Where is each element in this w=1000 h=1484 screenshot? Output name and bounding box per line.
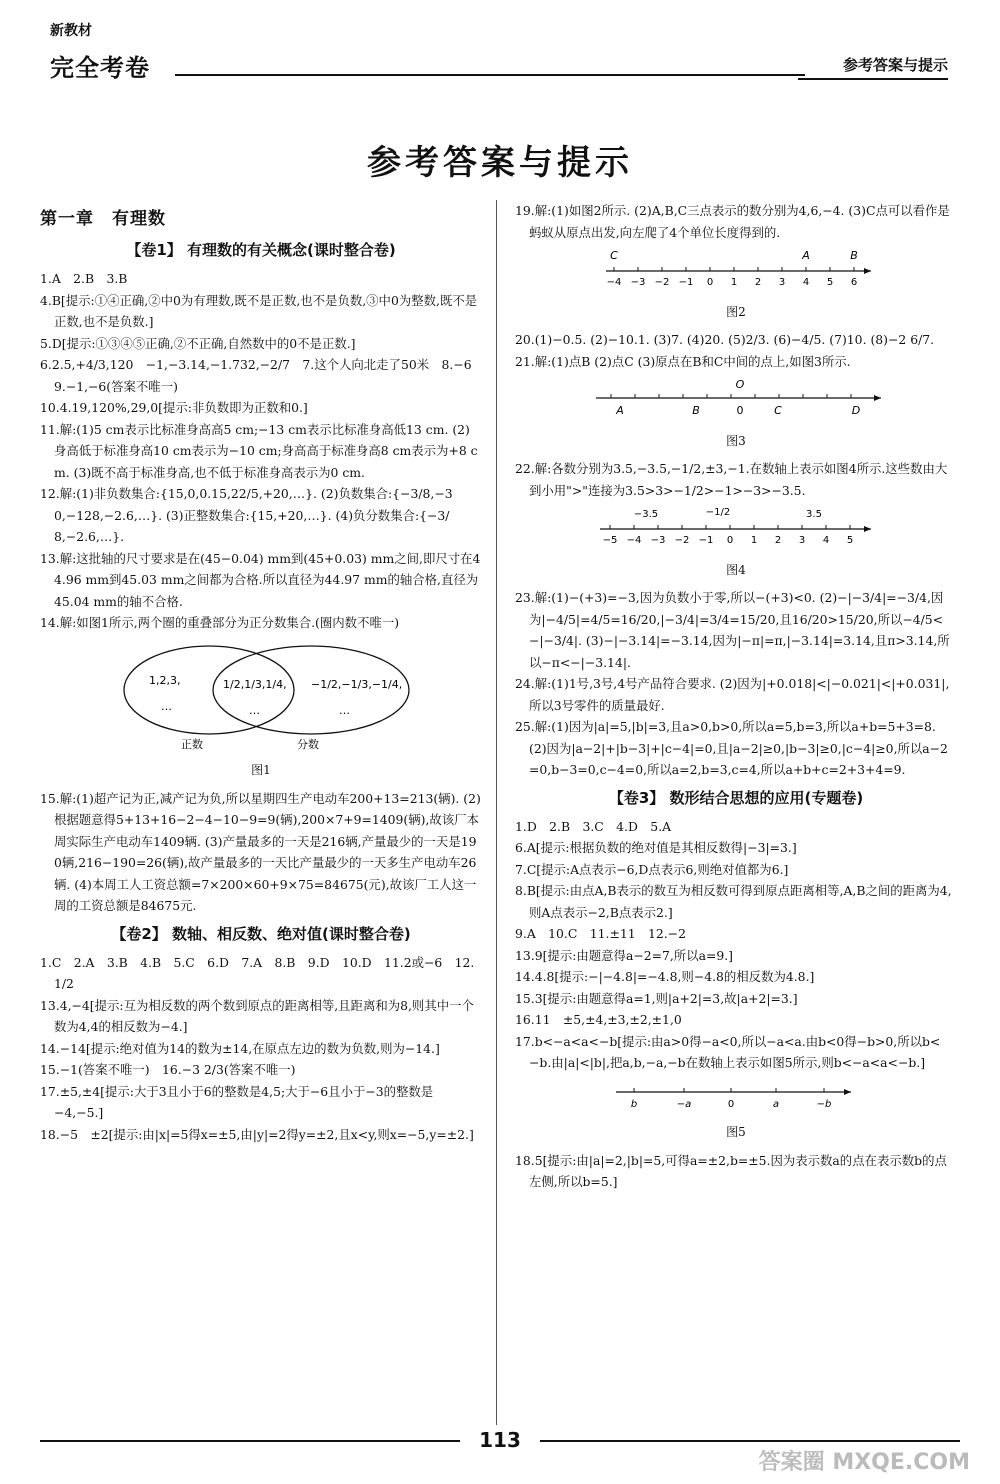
point-label-origin: O [735,378,745,391]
answer-line: 18.−5 ±2[提示:由|x|=5得x=±5,由|y|=2得y=±2,且x<y,则x=−5,y=±2.] [40,1126,474,1142]
point-label: 0 [727,1098,735,1110]
page-number: 113 [470,1428,530,1452]
tick-label: −3 [650,535,666,546]
point-label-neg-3.5: −3.5 [633,509,659,520]
answer-line: 13.解:这批轴的尺寸要求是在(45−0.04) mm到(45+0.03) mm之间,即尺寸在44.96 mm到45.03 mm之间都为合格.所以直径为44.97 mm的轴合格,直径为45.04 mm的轴不合格. [40,550,481,609]
figure-5-caption: 图5 [726,1125,746,1139]
chapter-heading: 第一章 有理数 [40,209,166,229]
mid-set-dots: … [249,703,260,717]
tick-label: 0 [706,277,714,288]
tick-label: 0 [726,535,734,546]
figure-3 [515,376,957,427]
tick-label: −4 [606,277,622,288]
axis-arrow [864,268,871,274]
point-label: C [774,404,782,417]
tick-label: 6 [850,277,858,288]
answer-line: 7.C[提示:A点表示−6,D点表示6,则绝对值都为6.] [515,861,789,877]
section-heading-3: 【卷3】 数形结合思想的应用(专题卷) [608,788,864,807]
figure-2 [515,247,957,298]
answer-line: 23.解:(1)−(+3)=−3,因为负数小于零,所以−(+3)<0. (2)−|−3/4|=−3/4,因为|−4/5|=4/5=16/20,|−3/4|=3/4=15/20,且16/20>15/20,所以−4/5<−|−3/4|. (3)−|−3.14|=−3.14,因为|−π|=π,|−3.14|=3.14,且π>3.14,所以−π<−|−3.14|. [515,590,950,670]
page-title: 参考答案与提示 [367,143,633,183]
tick-label: −5 [602,535,618,546]
right-set-dots: … [339,703,350,717]
axis-arrow [864,526,871,532]
origin-zero: 0 [736,404,744,417]
tick-label: −3 [630,277,646,288]
answer-line: 15.解:(1)超产记为正,减产记为负,所以星期四生产电动车200+13=213(辆). (2)根据题意得5+13+16−2−4−10−9=9(辆),200×7+9=1409(辆),故该厂本周实际生产电动车1409辆. (3)产量最多的一天是216辆,产量最少的一天是190辆,216−190=26(辆),故产量最多的一天比产量最少的一天多生产电动车26辆. (4)本周工人工资总额=7×200×60+9×75=84675(元),故该厂工人这一周的工资总额是84675元. [40,790,481,913]
header-section: 参考答案与提示 [842,56,948,74]
axis-arrow [844,1089,851,1095]
tick-label: 2 [774,535,782,546]
tick-label: 3 [798,535,806,546]
header-brand: 完全考卷 [50,54,150,82]
figure-2-caption: 图2 [726,304,746,319]
answer-line: 5.D[提示:①③④⑤正确,②不正确,自然数中的0不是正数.] [40,335,356,351]
answer-line: 16.11 ±5,±4,±3,±2,±1,0 [515,1012,682,1027]
point-label: −b [816,1098,832,1110]
answer-line: 14.解:如图1所示,两个圈的重叠部分为正分数集合.(圈内数不唯一) [40,615,400,630]
answer-line: 15.3[提示:由题意得a=1,则|a+2|=3,故|a+2|=3.] [515,990,798,1006]
left-set-text: 1,2,3, [149,673,181,687]
tick-label: −2 [674,535,690,546]
tick-label: 1 [730,277,738,288]
answer-line: 12.解:(1)非负数集合:{15,0,0.15,22/5,+20,…}. (2)负数集合:{−3/8,−30,−128,−2.6,…}. (3)正整数集合:{15,+20,…}. (4)负分数集合:{−3/8,−2.6,…}. [40,486,453,544]
section-heading-2: 【卷2】 数轴、相反数、绝对值(课时整合卷) [111,924,411,943]
point-label: D [851,404,861,417]
header-right-rule [798,78,948,80]
header-rule [175,74,805,76]
answer-line: 8.B[提示:由点A,B表示的数互为相反数可得到原点距离相等,A,B之间的距离为4,则A点表示−2,B点表示2.] [515,883,952,920]
answer-line: 6.2.5,+4/3,120 −1,−3.14,−1.732,−2/7 7.这个人向北走了50米 8.−6 9.−1,−6(答案不唯一) [40,357,484,394]
figure-1 [40,638,482,757]
right-column [515,200,957,1193]
footer-rule-left [40,1440,460,1442]
point-label-a: A [802,249,810,262]
point-label: a [772,1098,780,1110]
point-label-neg-half: −1/2 [705,507,731,518]
answer-line: 24.解:(1)1号,3号,4号产品符合要求. (2)因为|+0.018|<|−0.021|<|+0.031|,所以3号零件的质量最好. [515,676,950,713]
tick-label: 4 [822,535,830,546]
label-fraction: 分数 [297,737,319,750]
answer-line: 14.−14[提示:绝对值为14的数为±14,在原点左边的数为负数,则为−14.] [40,1040,440,1056]
answer-line: 13.4,−4[提示:互为相反数的两个数到原点的距离相等,且距离和为8,则其中一个数为4,4的相反数为−4.] [40,997,474,1034]
tick-label: −1 [698,535,714,546]
point-label-c: C [610,249,618,262]
tick-label: 1 [750,535,758,546]
point-label-3.5: 3.5 [806,509,822,520]
answer-line: 14.4.8[提示:−|−4.8|=−4.8,则−4.8的相反数为4.8.] [515,969,815,984]
watermark: 答案圈 MXQE.COM [758,1450,970,1475]
header-series: 新教材 [50,23,92,39]
figure-1-caption: 图1 [251,763,271,777]
label-positive: 正数 [181,737,203,750]
point-label-b: B [850,249,858,262]
tick-label: 2 [754,277,762,288]
answer-line: 15.−1(答案不唯一) 16.−3 2/3(答案不唯一) [40,1062,296,1077]
answer-line: 1.A 2.B 3.B [40,271,128,286]
figure-5 [515,1078,957,1119]
answer-line: 1.C 2.A 3.B 4.B 5.C 6.D 7.A 8.B 9.D 10.D 11.2或−6 12.1/2 [40,954,475,991]
tick-label: −2 [654,277,670,288]
figure-3-caption: 图3 [726,433,746,448]
answer-line: 13.9[提示:由题意得a−2=7,所以a=9.] [515,947,734,963]
answer-line: 22.解:各数分别为3.5,−3.5,−1/2,±3,−1.在数轴上表示如图4所示.这些数由大到小用">"连接为3.5>3>−1/2>−1>−3>−3.5. [515,461,948,498]
section-heading-1: 【卷1】 有理数的有关概念(课时整合卷) [126,241,396,259]
answer-line: 6.A[提示:根据负数的绝对值是其相反数得|−3|=3.] [515,840,797,855]
column-divider [496,200,497,1425]
tick-label: 5 [826,277,834,288]
answer-line: 25.解:(1)因为|a|=5,|b|=3,且a>0,b>0,所以a=5,b=3,所以a+b=5+3=8. (2)因为|a−2|+|b−3|+|c−4|=0,且|a−2|≥0,|b−3|≥0,|c−4|≥0,所以a−2=0,b−3=0,c−4=0,所以a=2,b=3,c=4,所以a+b+c=2+3+4=9. [515,719,948,777]
tick-label: 3 [778,277,786,288]
left-column [40,200,482,1145]
answer-line: 10.4.19,120%,29,0[提示:非负数即为正数和0.] [40,400,308,415]
tick-label: −1 [678,277,694,288]
tick-label: −4 [626,535,642,546]
answer-line: 19.解:(1)如图2所示. (2)A,B,C三点表示的数分别为4,6,−4. (3)C点可以看作是蚂蚁从原点出发,向左爬了4个单位长度得到的. [515,203,950,240]
answer-line: 21.解:(1)点B (2)点C (3)原点在B和C中间的点上,如图3所示. [515,353,851,369]
tick-label: 5 [846,535,854,546]
answer-line: 9.A 10.C 11.±11 12.−2 [515,926,686,941]
point-label: B [692,404,700,417]
answer-line: 4.B[提示:①④正确,②中0为有理数,既不是正数,也不是负数,③中0为整数,既不是正数,也不是负数.] [40,292,478,329]
figure-4-caption: 图4 [726,562,746,577]
answer-line: 17.±5,±4[提示:大于3且小于6的整数是4,5;大于−6且小于−3的整数是−4,−5.] [40,1083,434,1120]
answer-line: 11.解:(1)5 cm表示比标准身高高5 cm;−13 cm表示比标准身高低13 cm. (2)身高低于标准身高10 cm表示为−10 cm;身高高于标准身高8 cm表示为+8 cm. (3)既不高于标准身高,也不低于标准身高表示为0 cm. [40,421,478,480]
point-label: −a [676,1098,692,1110]
right-set-text: −1/2,−1/3,−1/4, [311,677,403,691]
answer-line: 17.b<−a<a<−b[提示:由a>0得−a<0,所以−a<a.由b<0得−b>0,所以b<−b.由|a|<|b|,把a,b,−a,−b在数轴上表示如图5所示,则b<−a<a<−b.] [515,1033,941,1070]
tick-label: 4 [802,277,810,288]
answer-line: 1.D 2.B 3.C 4.D 5.A [515,818,672,834]
point-label: A [616,404,624,417]
answer-line: 20.(1)−0.5. (2)−10.1. (3)7. (4)20. (5)2/3. (6)−4/5. (7)10. (8)−2 6/7. [515,332,935,347]
answer-line: 18.5[提示:由|a|=2,|b|=5,可得a=±2,b=±5.因为表示数a的点在表示数b的点左侧,所以b=5.] [515,1152,947,1189]
left-set-dots: … [161,699,172,713]
figure-4 [515,505,957,556]
point-label: b [630,1098,638,1110]
footer-rule-right [540,1440,960,1442]
axis-arrow [874,395,881,401]
mid-set-text: 1/2,1/3,1/4, [223,677,287,691]
